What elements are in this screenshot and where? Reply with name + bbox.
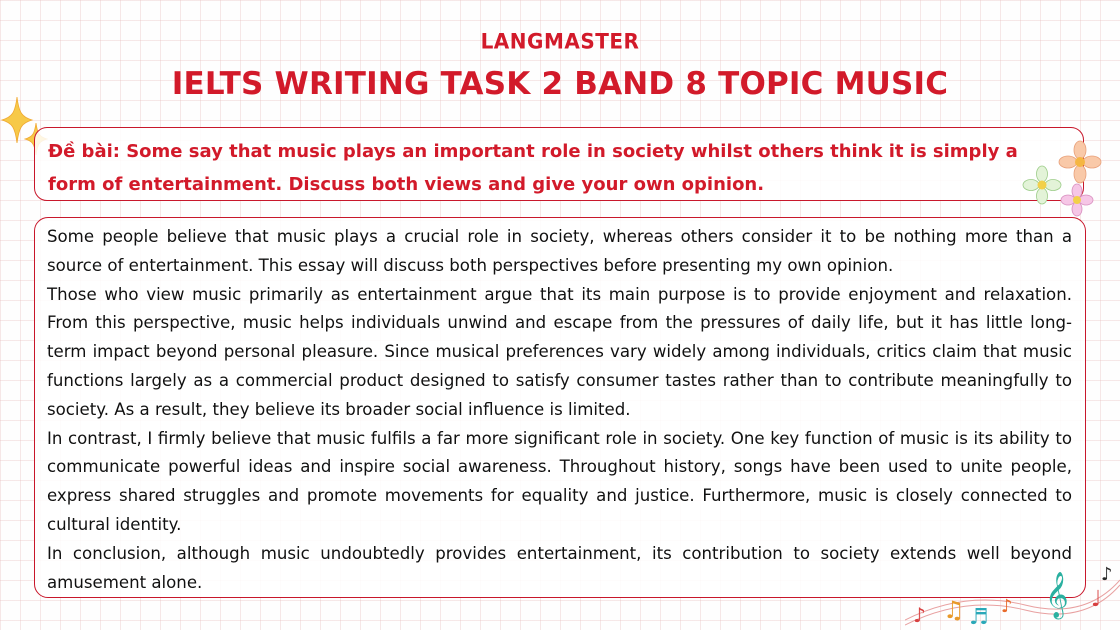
essay-paragraph: In contrast, I firmly believe that music fulfils a far more significant role in society. One key function of music is its ability to communicate powerful ideas and inspire social awareness. Throughout history, songs have been used to unite people, express shared struggles and promote movements for equality and justice. Furthermore, music is closely connected to cultural identity. <box>47 428 1072 534</box>
svg-text:♬: ♬ <box>969 605 989 630</box>
flower-icon <box>1060 183 1094 217</box>
svg-text:♪: ♪ <box>1001 596 1013 617</box>
svg-text:♩: ♩ <box>1091 587 1102 612</box>
essay-paragraph: In conclusion, although music undoubtedly provides entertainment, its contribution to society extends well beyond amusement alone. <box>47 543 1072 592</box>
svg-text:♪: ♪ <box>1101 564 1113 585</box>
svg-text:𝄞: 𝄞 <box>1045 572 1069 618</box>
essay-paragraph: Those who view music primarily as entertainment argue that its main purpose is to provide enjoyment and relaxation. From this perspective, music helps individuals unwind and escape from the pressures of daily life, but it has little long-term impact beyond personal pleasure. Since musical preferences vary widely among individuals, critics claim that music functions largely as a commercial product designed to satisfy consumer tastes rather than to contribute meaningfully to society. As a result, they believe its broader social influence is limited. <box>47 284 1072 419</box>
flower-icon <box>1022 165 1062 205</box>
music-notes-icon <box>905 560 1120 630</box>
svg-text:♪: ♪ <box>913 603 926 627</box>
essay-paragraph: Some people believe that music plays a crucial role in society, whereas others consider it to be nothing more than a source of entertainment. This essay will discuss both perspectives before presenting my own opinion. <box>47 227 1072 275</box>
brand-logo: LANGMASTER <box>480 28 640 54</box>
page-title: IELTS WRITING TASK 2 BAND 8 TOPIC MUSIC <box>171 66 949 102</box>
essay-box <box>34 217 1086 598</box>
prompt-box <box>34 127 1084 201</box>
flower-icon <box>1058 140 1102 184</box>
prompt-text: Đề bài: Some say that music plays an important role in society whilst others think it is simply a form of entertainment. Discuss both views and give your own opinion. <box>48 141 1018 195</box>
svg-text:♫: ♫ <box>943 596 965 624</box>
